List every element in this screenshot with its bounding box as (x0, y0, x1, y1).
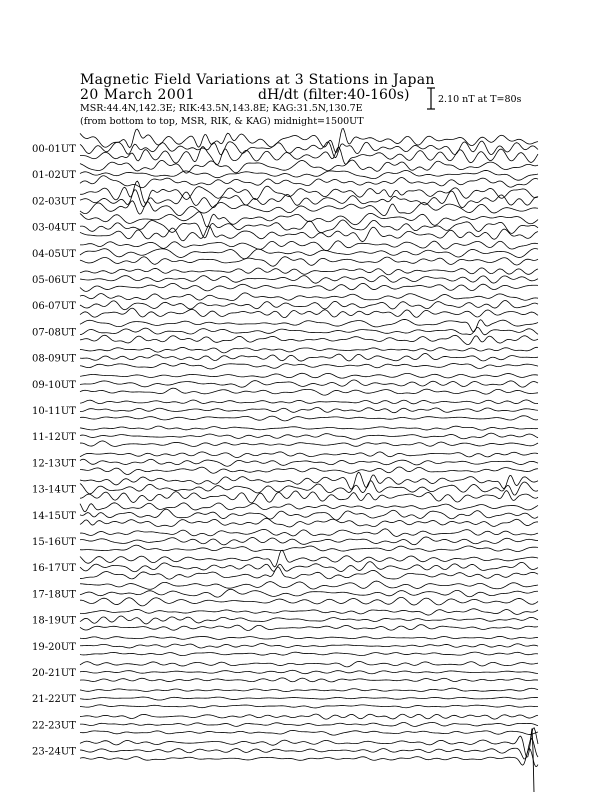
trace-rik (80, 220, 538, 238)
row-label: 02-03UT (32, 196, 76, 208)
trace-rik (80, 481, 538, 495)
trace-rik (80, 433, 538, 439)
hour-row (32, 160, 538, 188)
trace-rik (80, 380, 538, 387)
trace-kag (80, 529, 538, 537)
hour-row (32, 609, 538, 631)
trace-kag (80, 268, 538, 275)
trace-kag (80, 581, 538, 589)
trace-kag (80, 400, 538, 404)
hour-row (32, 426, 538, 446)
row-label: 13-14UT (32, 484, 76, 496)
trace-rik (80, 301, 538, 310)
trace-kag (80, 609, 538, 615)
trace-msr (80, 567, 538, 579)
trace-msr (80, 363, 538, 369)
trace-msr (80, 226, 538, 241)
hour-row (32, 293, 538, 318)
hour-row (32, 181, 538, 216)
trace-msr (80, 518, 538, 527)
scale-bar (427, 88, 435, 109)
row-label: 21-22UT (32, 694, 76, 706)
trace-msr (80, 652, 538, 655)
hour-row (32, 319, 538, 344)
trace-msr (80, 388, 538, 395)
row-label: 18-19UT (32, 615, 76, 627)
hour-row (32, 688, 538, 708)
trace-rik (80, 407, 538, 412)
hour-row (32, 241, 538, 266)
trace-kag (80, 503, 538, 512)
row-label: 11-12UT (32, 432, 76, 444)
trace-kag (80, 373, 538, 378)
chart-date: 20 March 2001 (80, 87, 196, 103)
chart-quantity: dH/dt (filter:40-160s) (258, 87, 410, 103)
trace-msr (80, 467, 538, 475)
hour-row (32, 728, 538, 767)
trace-kag (80, 212, 538, 227)
trace-kag (80, 550, 538, 567)
row-label: 14-15UT (32, 510, 76, 522)
trace-rik (80, 328, 538, 335)
trace-rik (80, 562, 538, 572)
trace-kag (80, 241, 538, 251)
trace-rik (80, 509, 538, 520)
trace-msr (80, 545, 538, 551)
hour-row (32, 212, 538, 242)
hour-row (32, 452, 538, 475)
row-label: 15-16UT (32, 537, 76, 548)
row-label: 12-13UT (32, 458, 76, 470)
station-coordinates: MSR:44.4N,142.3E; RIK:43.5N,143.8E; KAG:31.5N,130.7E (80, 103, 363, 114)
hour-row (32, 581, 538, 606)
row-label: 22-23UT (32, 720, 76, 732)
hour-row (32, 268, 538, 291)
row-label: 06-07UT (32, 301, 76, 313)
row-label: 19-20UT (32, 641, 76, 653)
row-label: 23-24UT (32, 746, 76, 758)
trace-rik (80, 459, 538, 466)
hour-row (32, 636, 538, 655)
trace-rik (80, 722, 538, 726)
trace-rik (80, 537, 538, 545)
trace-rik (80, 353, 538, 361)
row-label: 16-17UT (32, 563, 76, 575)
hour-row (32, 347, 538, 369)
trace-msr (80, 625, 538, 631)
trace-kag (80, 319, 538, 331)
trace-msr (80, 176, 538, 188)
row-label: 09-10UT (32, 379, 76, 391)
hour-row (32, 714, 538, 735)
chart-title: Magnetic Field Variations at 3 Stations in Japan (80, 72, 435, 88)
trace-kag (80, 688, 538, 691)
hour-row (32, 373, 538, 395)
trace-msr (80, 678, 538, 682)
row-label: 05-06UT (32, 275, 76, 286)
trace-kag (80, 472, 538, 489)
trace-rik (80, 670, 538, 673)
trace-kag (80, 347, 538, 353)
hour-row (32, 129, 538, 165)
hour-row (32, 550, 538, 579)
row-label: 10-11UT (32, 406, 76, 417)
hour-row (32, 400, 538, 421)
trace-kag (80, 661, 538, 667)
hour-row (32, 661, 538, 682)
row-label: 00-01UT (32, 144, 76, 155)
trace-msr (80, 597, 538, 606)
trace-msr (80, 308, 538, 317)
row-label: 01-02UT (32, 170, 76, 182)
trace-msr (80, 335, 538, 344)
trace-rik (80, 249, 538, 259)
trace-kag (80, 714, 538, 719)
trace-rik (80, 276, 538, 284)
row-label: 20-21UT (32, 668, 76, 679)
scale-bar-label: 2.10 nT at T=80s (438, 94, 522, 105)
trace-rik (80, 697, 538, 700)
trace-msr (80, 257, 538, 266)
trace-rik (80, 589, 538, 597)
hour-row (32, 503, 538, 527)
trace-kag (80, 636, 538, 639)
trace-msr (80, 201, 538, 216)
row-label: 08-09UT (32, 353, 76, 365)
trace-msr (80, 416, 538, 421)
trace-kag (80, 293, 538, 301)
trace-kag (80, 426, 538, 430)
trace-msr (80, 705, 538, 708)
hour-row (32, 472, 538, 503)
row-label: 07-08UT (32, 327, 76, 339)
row-label: 17-18UT (32, 589, 76, 601)
trace-msr (80, 441, 538, 446)
trace-msr (80, 730, 538, 735)
trace-rik (80, 739, 538, 759)
trace-rik (80, 644, 538, 648)
hour-row (32, 529, 538, 552)
trace-kag (80, 452, 538, 458)
trace-msr (80, 491, 538, 503)
trace-msr (80, 283, 538, 291)
station-order-note: (from bottom to top, MSR, RIK, & KAG) midnight=1500UT (80, 116, 364, 127)
trace-rik (80, 170, 538, 180)
row-label: 04-05UT (32, 248, 76, 260)
trace-rik (80, 616, 538, 624)
row-label: 03-04UT (32, 222, 76, 234)
